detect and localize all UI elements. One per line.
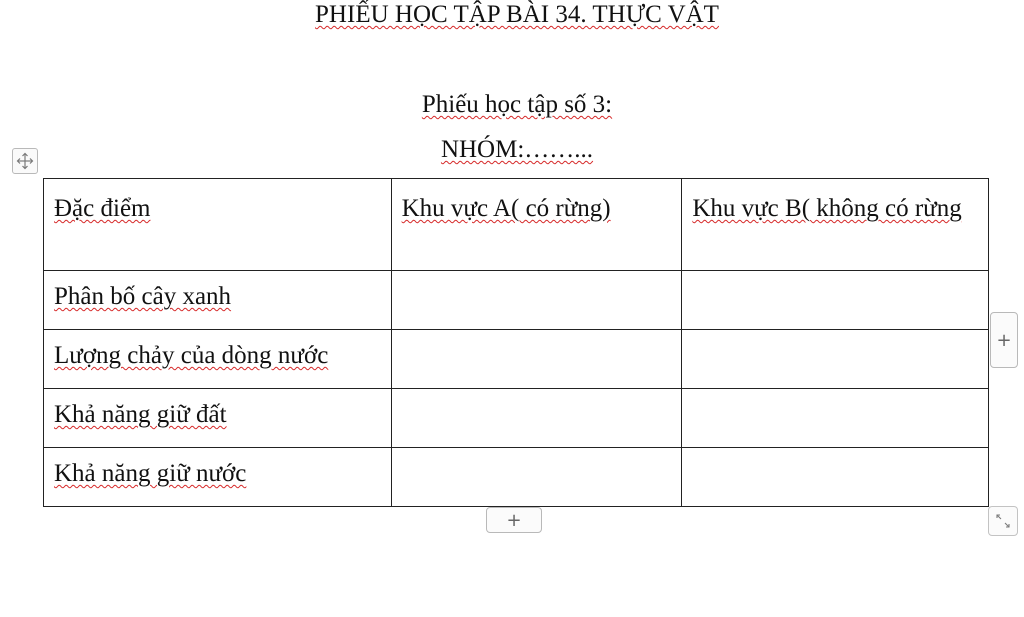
worksheet-table xyxy=(43,178,989,507)
table-cell[interactable] xyxy=(391,330,682,389)
document-title xyxy=(0,0,1024,30)
plus-icon: + xyxy=(996,329,1012,351)
worksheet-number xyxy=(0,90,1024,120)
title-text: PHIẾU HỌC TẬP BÀI 34. THỰC VẬT xyxy=(315,1,719,28)
subtitle-text: Phiếu học tập số 3: xyxy=(421,91,613,118)
table-cell[interactable] xyxy=(391,448,682,507)
add-column-button[interactable] xyxy=(990,312,1018,368)
group-text: NHÓM:……... xyxy=(440,136,594,163)
table-cell[interactable] xyxy=(682,389,989,448)
table-move-handle[interactable] xyxy=(12,148,38,174)
header-cell[interactable]: Khu vực A( có rừng) xyxy=(391,179,682,271)
plus-icon: + xyxy=(506,509,522,531)
table-row xyxy=(44,448,989,507)
table-resize-handle[interactable] xyxy=(988,506,1018,536)
table-cell[interactable] xyxy=(682,448,989,507)
table-row xyxy=(44,389,989,448)
group-label xyxy=(0,135,1024,165)
row-label-cell[interactable]: Khả năng giữ đất xyxy=(44,389,392,448)
header-cell[interactable]: Đặc điểm xyxy=(44,179,392,271)
table-header-row xyxy=(44,179,989,271)
row-label-cell[interactable]: Lượng chảy của dòng nước xyxy=(44,330,392,389)
table-row xyxy=(44,271,989,330)
add-row-button[interactable] xyxy=(486,507,542,533)
row-label-cell[interactable]: Phân bố cây xanh xyxy=(44,271,392,330)
header-cell[interactable]: Khu vực B( không có rừng xyxy=(682,179,989,271)
table-cell[interactable] xyxy=(682,330,989,389)
table-row xyxy=(44,330,989,389)
table-cell[interactable] xyxy=(682,271,989,330)
table-cell[interactable] xyxy=(391,389,682,448)
move-arrows-icon xyxy=(16,152,34,170)
row-label-cell[interactable]: Khả năng giữ nước xyxy=(44,448,392,507)
table-cell[interactable] xyxy=(391,271,682,330)
resize-diagonal-icon xyxy=(995,513,1011,529)
